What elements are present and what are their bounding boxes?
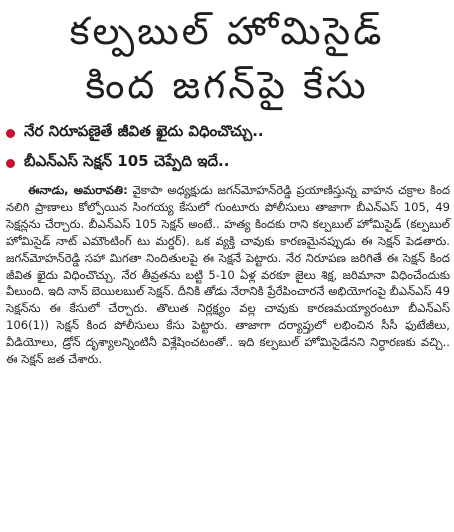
bullet-dot-icon [6,129,15,138]
headline-line-1: కల్పబుల్ హోమిసైడ్ [69,9,385,53]
subheadline-item [6,150,452,176]
bullet-dot-icon [6,159,15,168]
subheadline-text: నేర నిరూపణైతే జీవిత ఖైదు విధించొచ్చు.. [24,122,264,140]
headline-line-2: కింద జగన్‌పై కేసు [85,63,369,107]
subheadline-item [6,120,452,146]
subheadline-list [6,120,452,180]
article-body-text: వైకాపా అధ్యక్షుడు జగన్‌మోహన్‌రెడ్డి ప్రయాణిస్తున్న వాహన చక్రాల కింద నలిగి ప్రాణాలు కోల్పోయిన సింగయ్య కేసులో గుంటూరు పోలీసులు తాజాగా బీఎన్ఎస్ 105, 49 సెక్షన్లను చేర్చారు. బీఎన్ఎస్ 105 సెక్షన్ అంటే.. హత్య కిందకు రాని కల్పబుల్ హోమిసైడ్ (కల్పబుల్ హోమిసైడ్ నాట్ ఎమౌంటింగ్ టు మర్డర్). ఒక వ్యక్తి చావుకు కారణమైనప్పుడు ఈ సెక్షన్ పెడతారు. జగన్‌మోహన్‌రెడ్డి సహా మిగతా నిందితులపై ఈ సెక్షనే పెట్టారు. నేర నిరూపణ జరిగితే ఈ సెక్షన్ కింద జీవిత ఖైదు విధించొచ్చు. నేర తీవ్రతను బట్టి 5-10 ఏళ్ల వరకూ జైలు శిక్ష, జరిమానా విధించేందుకు వీలుంది. ఇది నాన్ బెయిలబుల్ సెక్షన్. దీనికి తోడు నేరానికి ప్రేరేపించారనే అభియోగంపై బీఎన్ఎస్ 49 సెక్షన్‌ను ఈ కేసులో చేర్చారు. తొలుత నిర్లక్ష్యం వల్ల చావుకు కారణమయ్యారంటూ బీఎన్ఎస్ 106(1)) సెక్షన్ కింద పోలీసులు కేసు పెట్టారు. తాజాగా దర్యాప్తులో లభించిన సీసీ ఫుటేజీలు, వీడియోలు, డ్రోన్ దృశ్యాలన్నింటినీ విశ్లేషించటంతో.. ఇది కల్పబుల్ హోమిసైడేనని నిర్ధారణకు వచ్చి.. ఈ సెక్షన్ జత చేశారు. [6,183,451,367]
article-body [6,182,450,368]
dateline: ఈనాడు, అమరావతి: [28,183,128,197]
subheadline-text: బీఎన్ఎస్ సెక్షన్ 105 చెప్పేది ఇదే.. [24,152,230,170]
